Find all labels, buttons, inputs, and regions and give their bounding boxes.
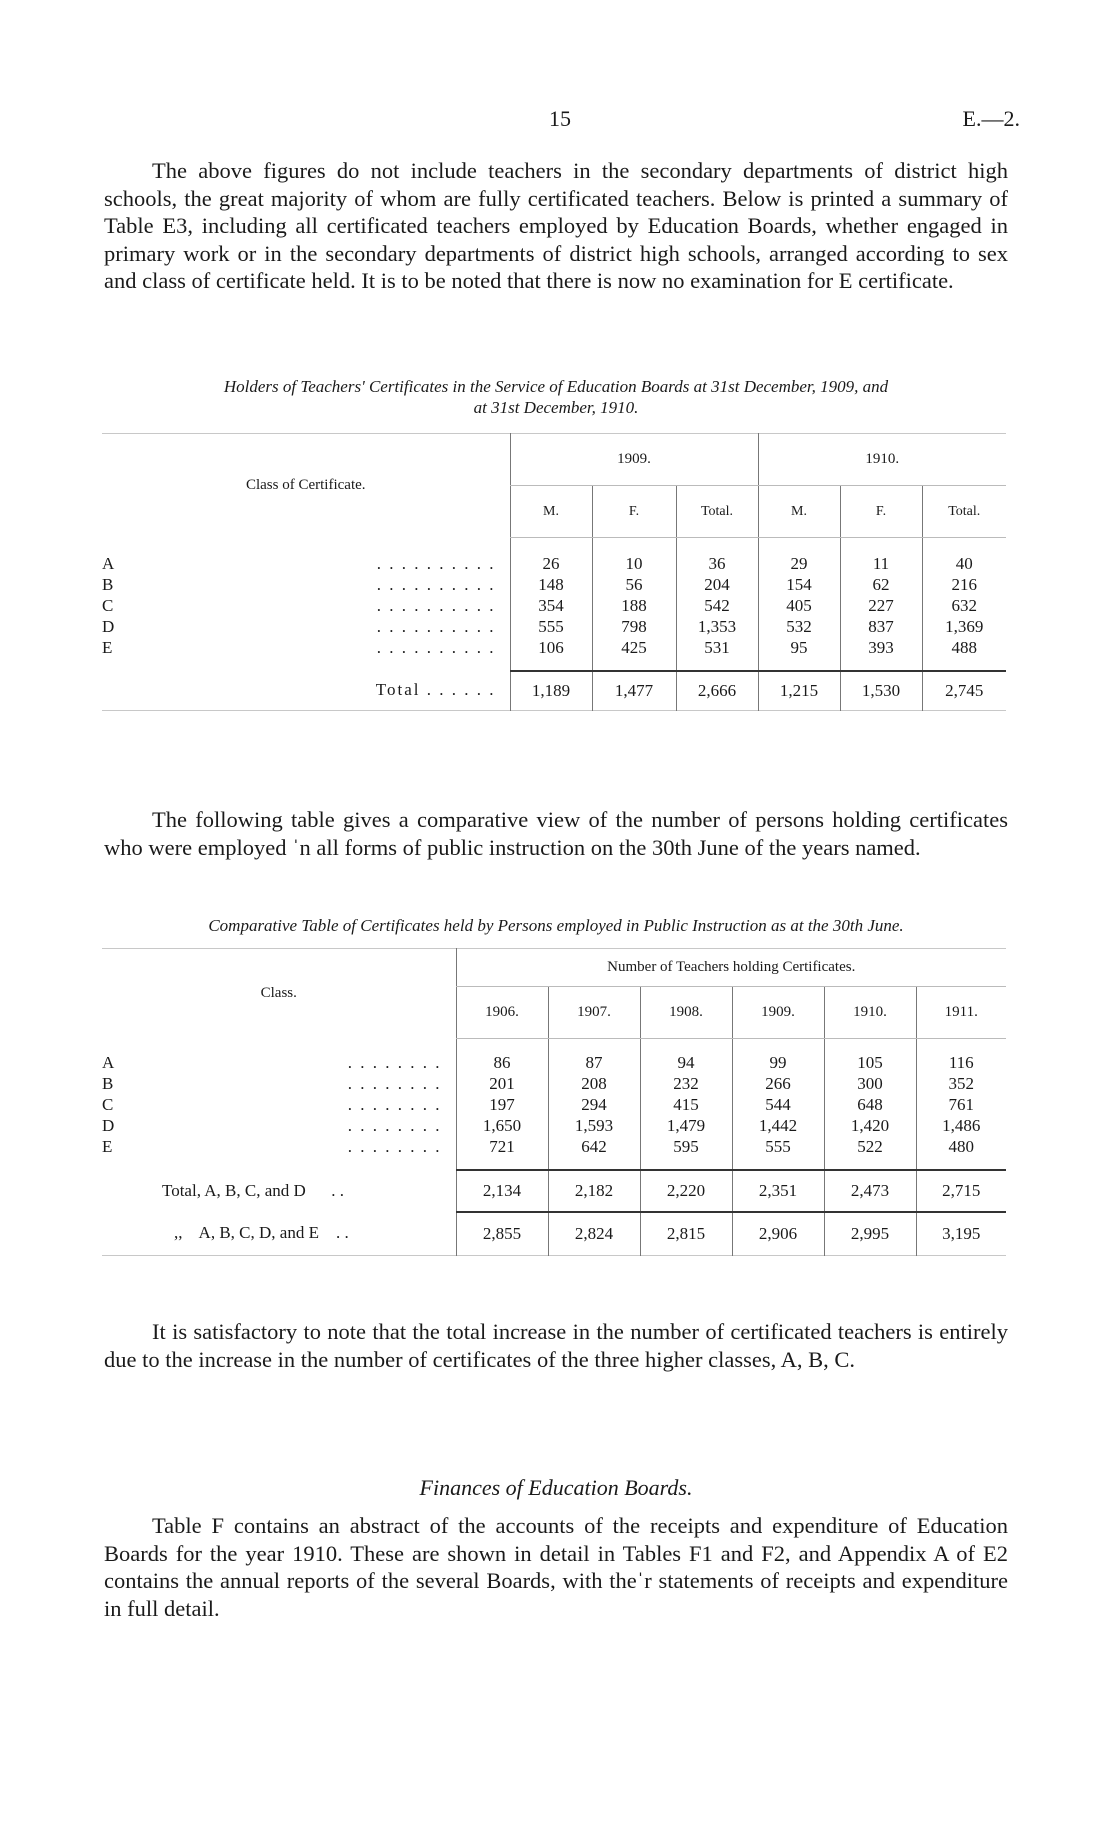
total-cell: 2,134 xyxy=(456,1170,548,1212)
cell: 94 xyxy=(640,1053,732,1074)
cell: 300 xyxy=(824,1074,916,1095)
certificates-table-1909-1910 xyxy=(102,433,1006,711)
paragraph-finances: Table F contains an abstract of the accounts of the receipts and expenditure of Education Boards for the year 1910. These are shown in detail in Tables F1 and F2, and Appendix A of E2 contains the annual reports of the several Boards, with theˈr statements of receipts and expenditure in full detail. xyxy=(104,1513,1008,1621)
cell: 227 xyxy=(840,596,922,617)
total-cell: 2,473 xyxy=(824,1170,916,1212)
col-1910-f: F. xyxy=(840,486,922,538)
cell: 56 xyxy=(592,575,676,596)
cell: 105 xyxy=(824,1053,916,1074)
cell: 232 xyxy=(640,1074,732,1095)
paragraph-intro: The above figures do not include teachers in the secondary departments of district high schools, the great majority of whom are fully certificated teachers. Below is printed a summary of Table E3, including all certificated teachers employed by Education Boards, whether engaged in primary work or in the secondary departments of district high schools, arranged according to sex and class of certificate held. It is to be noted that there is now no examination for E certificate. xyxy=(104,158,1008,293)
cell: 354 xyxy=(510,596,592,617)
table1-caption-line1: Holders of Teachers' Certificates in the Service of Education Boards at 31st December, 1909, and xyxy=(223,377,889,396)
table-row xyxy=(102,1095,1006,1116)
table1-caption-line2: at 31st December, 1910. xyxy=(473,398,639,417)
cell: 531 xyxy=(676,638,758,659)
col-1910-total: Total. xyxy=(922,486,1006,538)
total-cell: 2,220 xyxy=(640,1170,732,1212)
row-label: B . . . . . . . . . . xyxy=(102,575,496,594)
cell: 1,593 xyxy=(548,1116,640,1137)
total-label: Total, A, B, C, and D . . xyxy=(162,1180,345,1200)
cell: 648 xyxy=(824,1095,916,1116)
paragraph-conclusion: It is satisfactory to note that the total increase in the number of certificated teachers is entirely due to the increase in the number of certificates of the three higher classes, A, B, C. xyxy=(104,1319,1008,1372)
table-total-row xyxy=(102,671,1006,711)
total-cell: 2,745 xyxy=(922,671,1006,711)
row-label: E . . . . . . . . xyxy=(102,1137,442,1156)
table-row xyxy=(102,1116,1006,1137)
row-label: C . . . . . . . . . . xyxy=(102,596,496,615)
table-row xyxy=(102,596,1006,617)
total-cell: 2,906 xyxy=(732,1212,824,1256)
table-row xyxy=(102,575,1006,596)
table-row xyxy=(102,1074,1006,1095)
cell: 522 xyxy=(824,1137,916,1158)
row-label: E . . . . . . . . . . xyxy=(102,638,496,657)
paragraph-comparative: The following table gives a comparative view of the number of persons holding certificates who were employed ˈn all forms of public instruction on the 30th June of the years named. xyxy=(104,807,1008,860)
row-label: D . . . . . . . . . . xyxy=(102,617,496,636)
cell: 480 xyxy=(916,1137,1006,1158)
col-1910: 1910. xyxy=(824,987,916,1039)
total-cell: 2,182 xyxy=(548,1170,640,1212)
col-1909: 1909. xyxy=(732,987,824,1039)
table-row xyxy=(102,638,1006,659)
cell: 40 xyxy=(922,554,1006,575)
comparative-certificates-table xyxy=(102,948,1006,1256)
section-title: Finances of Education Boards. xyxy=(419,1475,693,1500)
cell: 148 xyxy=(510,575,592,596)
cell: 95 xyxy=(758,638,840,659)
cell: 99 xyxy=(732,1053,824,1074)
total-cell: 2,995 xyxy=(824,1212,916,1256)
table1-caption xyxy=(104,376,1008,418)
row-label: A . . . . . . . . xyxy=(102,1053,442,1072)
cell: 555 xyxy=(732,1137,824,1158)
col-1911: 1911. xyxy=(916,987,1006,1039)
cell: 393 xyxy=(840,638,922,659)
total-cell: 1,477 xyxy=(592,671,676,711)
cell: 86 xyxy=(456,1053,548,1074)
cell: 352 xyxy=(916,1074,1006,1095)
col-1907: 1907. xyxy=(548,987,640,1039)
cell: 204 xyxy=(676,575,758,596)
total-cell: 2,351 xyxy=(732,1170,824,1212)
row-label: D . . . . . . . . xyxy=(102,1116,442,1135)
cell: 532 xyxy=(758,617,840,638)
number-of-teachers-header: Number of Teachers holding Certificates. xyxy=(456,949,1006,987)
cell: 106 xyxy=(510,638,592,659)
cell: 208 xyxy=(548,1074,640,1095)
col-1909-f: F. xyxy=(592,486,676,538)
cell: 798 xyxy=(592,617,676,638)
total-cell: 1,189 xyxy=(510,671,592,711)
col-1908: 1908. xyxy=(640,987,732,1039)
cell: 62 xyxy=(840,575,922,596)
cell: 632 xyxy=(922,596,1006,617)
total-cell: 2,824 xyxy=(548,1212,640,1256)
total-cell: 1,530 xyxy=(840,671,922,711)
table-row xyxy=(102,617,1006,638)
total-cell: 2,715 xyxy=(916,1170,1006,1212)
total-cell: 1,215 xyxy=(758,671,840,711)
class-header: Class. xyxy=(260,985,297,1002)
cell: 188 xyxy=(592,596,676,617)
table2-caption: Comparative Table of Certificates held by Persons employed in Public Instruction as at the 30th June. xyxy=(208,916,904,935)
total-cell: 2,815 xyxy=(640,1212,732,1256)
class-of-certificate-header: Class of Certificate. xyxy=(245,477,366,494)
row-label: B . . . . . . . . xyxy=(102,1074,442,1093)
document-reference: E.—2. xyxy=(962,106,1020,131)
col-1910-m: M. xyxy=(758,486,840,538)
cell: 266 xyxy=(732,1074,824,1095)
col-1909-m: M. xyxy=(510,486,592,538)
cell: 721 xyxy=(456,1137,548,1158)
cell: 36 xyxy=(676,554,758,575)
cell: 216 xyxy=(922,575,1006,596)
cell: 595 xyxy=(640,1137,732,1158)
cell: 837 xyxy=(840,617,922,638)
table-row xyxy=(102,1053,1006,1074)
total-cell: 2,855 xyxy=(456,1212,548,1256)
cell: 405 xyxy=(758,596,840,617)
table-total-row xyxy=(102,1212,1006,1256)
cell: 555 xyxy=(510,617,592,638)
cell: 87 xyxy=(548,1053,640,1074)
year-1910-header: 1910. xyxy=(758,434,1006,486)
row-label: A . . . . . . . . . . xyxy=(102,554,496,573)
cell: 488 xyxy=(922,638,1006,659)
page-number: 15 xyxy=(549,106,571,131)
cell: 116 xyxy=(916,1053,1006,1074)
cell: 294 xyxy=(548,1095,640,1116)
total-label: Total . . . . . . xyxy=(375,680,496,700)
cell: 26 xyxy=(510,554,592,575)
table-row xyxy=(102,554,1006,575)
row-label: C . . . . . . . . xyxy=(102,1095,442,1114)
cell: 201 xyxy=(456,1074,548,1095)
cell: 761 xyxy=(916,1095,1006,1116)
cell: 11 xyxy=(840,554,922,575)
total-label: ,, A, B, C, D, and E . . xyxy=(174,1223,349,1243)
cell: 197 xyxy=(456,1095,548,1116)
cell: 415 xyxy=(640,1095,732,1116)
col-1906: 1906. xyxy=(456,987,548,1039)
cell: 1,442 xyxy=(732,1116,824,1137)
cell: 1,353 xyxy=(676,617,758,638)
col-1909-total: Total. xyxy=(676,486,758,538)
cell: 1,650 xyxy=(456,1116,548,1137)
cell: 1,369 xyxy=(922,617,1006,638)
table-row xyxy=(102,1137,1006,1158)
cell: 542 xyxy=(676,596,758,617)
cell: 10 xyxy=(592,554,676,575)
cell: 642 xyxy=(548,1137,640,1158)
cell: 1,479 xyxy=(640,1116,732,1137)
cell: 425 xyxy=(592,638,676,659)
cell: 154 xyxy=(758,575,840,596)
cell: 1,486 xyxy=(916,1116,1006,1137)
cell: 29 xyxy=(758,554,840,575)
total-cell: 2,666 xyxy=(676,671,758,711)
year-1909-header: 1909. xyxy=(510,434,758,486)
total-cell: 3,195 xyxy=(916,1212,1006,1256)
cell: 1,420 xyxy=(824,1116,916,1137)
cell: 544 xyxy=(732,1095,824,1116)
table-total-row xyxy=(102,1170,1006,1212)
